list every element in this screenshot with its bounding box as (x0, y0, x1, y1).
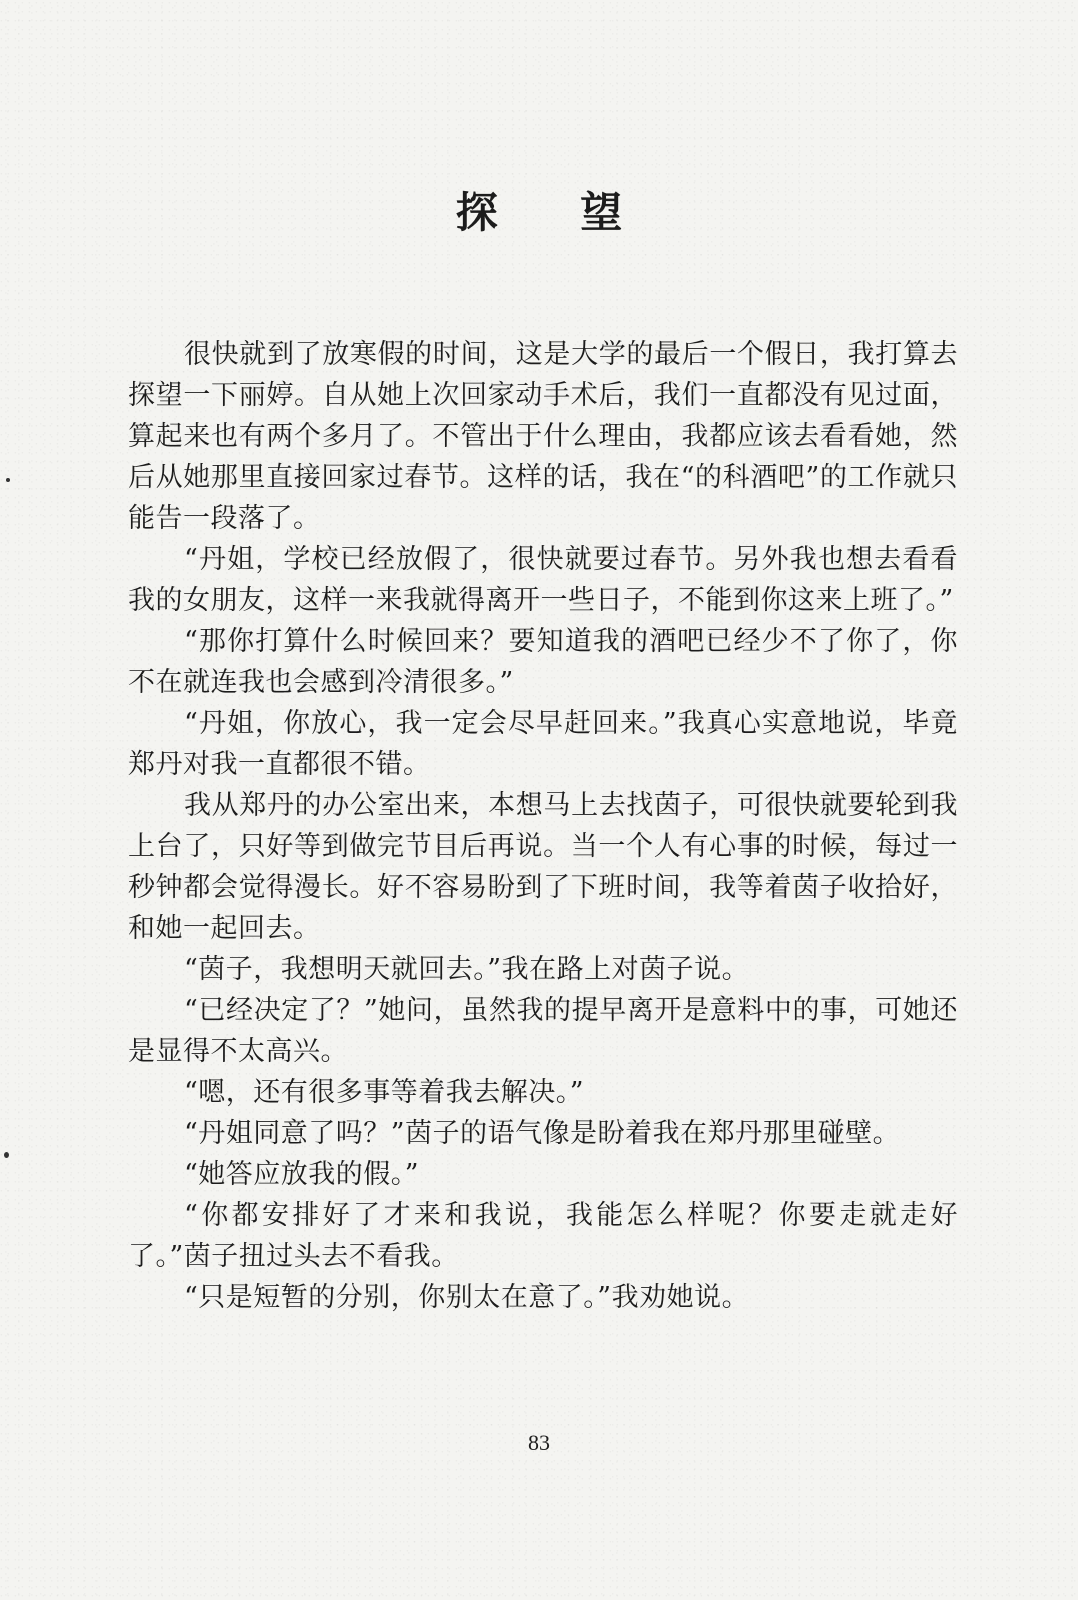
chapter-body (128, 334, 958, 1318)
paragraph: “只是短暂的分别，你别太在意了。”我劝她说。 (184, 1282, 750, 1313)
paragraph: “已经决定了？”她问，虽然我的提早离开是意料中的事，可她还是显得不太高兴。 (128, 995, 958, 1067)
page-number: 83 (528, 1430, 550, 1455)
chapter-title: 探 望 (455, 188, 657, 237)
scan-speck (6, 478, 10, 482)
paragraph: “嗯，还有很多事等着我去解决。” (184, 1077, 585, 1108)
paragraph: “茵子，我想明天就回去。”我在路上对茵子说。 (184, 954, 750, 985)
paragraph: “那你打算什么时候回来？要知道我的酒吧已经少不了你了，你不在就连我也会感到冷清很多。” (128, 626, 958, 698)
paragraph: “丹姐同意了吗？”茵子的语气像是盼着我在郑丹那里碰壁。 (184, 1118, 901, 1149)
paragraph: “她答应放我的假。” (184, 1159, 420, 1190)
paragraph: 很快就到了放寒假的时间，这是大学的最后一个假日，我打算去探望一下丽婷。自从她上次回家动手术后，我们一直都没有见过面，算起来也有两个多月了。不管出于什么理由，我都应该去看看她，然后从她那里直接回家过春节。这样的话，我在“的科酒吧”的工作就只能告一段落了。 (128, 339, 958, 534)
scan-speck (4, 1152, 9, 1158)
paragraph: “丹姐，你放心，我一定会尽早赶回来。”我真心实意地说，毕竟郑丹对我一直都很不错。 (128, 708, 958, 780)
paragraph: “丹姐，学校已经放假了，很快就要过春节。另外我也想去看看我的女朋友，这样一来我就得离开一些日子，不能到你这来上班了。” (128, 544, 958, 616)
paragraph: 我从郑丹的办公室出来，本想马上去找茵子，可很快就要轮到我上台了，只好等到做完节目后再说。当一个人有心事的时候，每过一秒钟都会觉得漫长。好不容易盼到了下班时间，我等着茵子收拾好，和她一起回去。 (128, 790, 958, 944)
paragraph: “你都安排好了才来和我说，我能怎么样呢？你要走就走好了。”茵子扭过头去不看我。 (128, 1200, 958, 1272)
